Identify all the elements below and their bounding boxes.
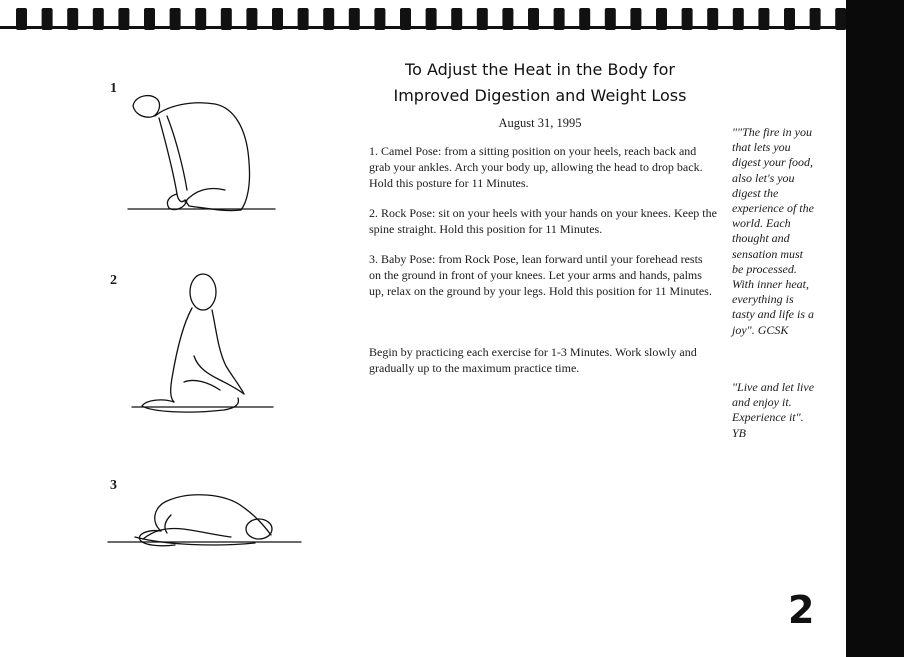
rock-pose-figure-icon — [128, 270, 278, 420]
instruction-baby-pose: 3. Baby Pose: from Rock Pose, lean forward until your forehead rests on the ground in front of your knees. Let your arms and hands, palms up, relax on the ground by your legs. Hold this position for 11 Minutes. — [369, 252, 712, 298]
binding-ring — [42, 8, 53, 30]
page-number: 2 — [788, 588, 815, 632]
quote-yb: "Live and let live and enjoy it. Experience it". YB — [732, 380, 815, 440]
binding-ring — [195, 8, 206, 30]
binding-ring — [67, 8, 78, 30]
binding-ring — [502, 8, 513, 30]
binding-ring — [707, 8, 718, 30]
binding-ring — [298, 8, 309, 30]
title-line-1: To Adjust the Heat in the Body for — [405, 60, 675, 79]
spiral-binding — [0, 0, 850, 32]
pose-number-3: 3 — [110, 478, 117, 493]
binding-ring — [170, 8, 181, 30]
binding-ring — [810, 8, 821, 30]
binding-ring — [221, 8, 232, 30]
page-edge — [846, 0, 904, 657]
binding-ring — [528, 8, 539, 30]
quote-gcsk: ""The fire in you that lets you digest your food, also let's you digest the experience of the world. Each thought and sensation must be processed. With inner heat, everything is tasty and life is a joy". GCSK — [732, 125, 814, 337]
binding-ring — [426, 8, 437, 30]
page-title — [360, 57, 720, 109]
instruction-practice-note: Begin by practicing each exercise for 1-3 Minutes. Work slowly and gradually up to the maximum practice time. — [369, 345, 697, 375]
instruction-rock-pose: 2. Rock Pose: sit on your heels with your hands on your knees. Keep the spine straight. Hold this position for 11 Minutes. — [369, 206, 717, 236]
binding-ring — [630, 8, 641, 30]
binding-ring — [733, 8, 744, 30]
binding-ring — [349, 8, 360, 30]
binding-ring — [477, 8, 488, 30]
title-line-2: Improved Digestion and Weight Loss — [393, 86, 687, 105]
binding-ring — [758, 8, 769, 30]
binding-ring — [93, 8, 104, 30]
binding-ring — [682, 8, 693, 30]
binding-ring — [554, 8, 565, 30]
binding-ring — [835, 8, 846, 30]
binding-ring — [451, 8, 462, 30]
binding-ring — [16, 8, 27, 30]
binding-ring — [246, 8, 257, 30]
page-date: August 31, 1995 — [498, 116, 582, 130]
binding-ring — [323, 8, 334, 30]
binding-ring — [579, 8, 590, 30]
binding-ring — [656, 8, 667, 30]
camel-pose-figure-icon — [125, 90, 285, 220]
binding-ring — [784, 8, 795, 30]
binding-ring — [374, 8, 385, 30]
binding-ring — [272, 8, 283, 30]
binding-ring — [605, 8, 616, 30]
binding-ring — [118, 8, 129, 30]
baby-pose-figure-icon — [105, 485, 305, 560]
pose-number-2: 2 — [110, 273, 117, 288]
pose-number-1: 1 — [110, 81, 117, 96]
binding-ring — [400, 8, 411, 30]
instruction-camel-pose: 1. Camel Pose: from a sitting position on your heels, reach back and grab your ankles. Arch your body up, allowing the head to drop back. Hold this posture for 11 Minutes. — [369, 144, 703, 190]
binding-ring — [144, 8, 155, 30]
